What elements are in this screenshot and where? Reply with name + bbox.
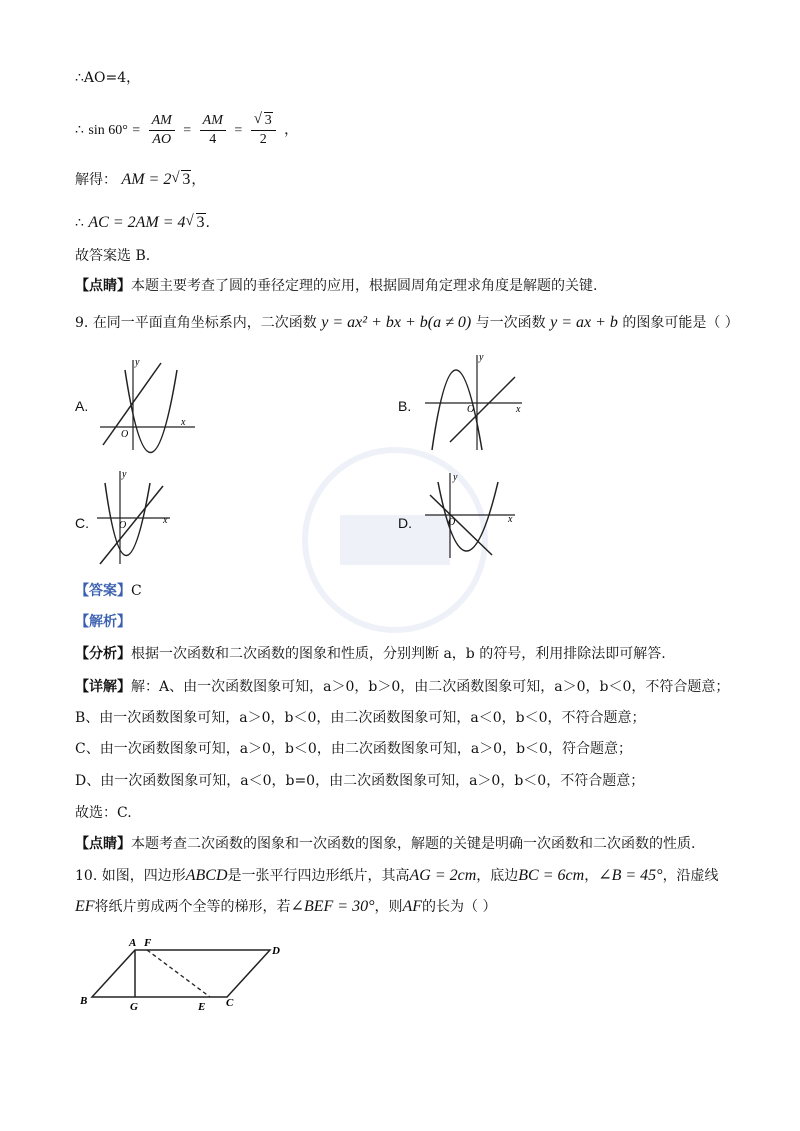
origin-label: O [448, 517, 456, 528]
comment-text: 本题考查二次函数的图象和一次函数的图象，解题的关键是明确一次函数和二次函数的性质. [131, 836, 696, 852]
therefore-symbol: ∴ [75, 215, 84, 231]
comment-tag: 【点睛】 [75, 836, 131, 852]
q9-answer [75, 581, 142, 601]
q9-fenxi [75, 644, 666, 664]
stem-text: ，则 [374, 899, 403, 915]
ao-line: ∴AO=4， [75, 70, 141, 86]
prev-answer: 故答案选 B. [75, 248, 151, 264]
option-d-label: D. [398, 515, 412, 531]
am-result [75, 170, 205, 190]
question-number: 10. [75, 868, 98, 884]
sin-fn: sin 60° [88, 123, 128, 138]
segment-af: AF [402, 898, 423, 915]
q9-detail-1: B、由一次函数图象可知，a＞0，b＜0，由二次函数图象可知，a＜0，b＜0，不符合题意； [75, 710, 646, 726]
stem-text: ， [584, 868, 599, 884]
angle-bef-expr: ∠BEF = 30° [290, 898, 375, 915]
eq-sign: = [234, 123, 243, 138]
quadratic-function: y = ax² + bx + b(a ≠ 0) [321, 314, 472, 331]
x-label: x [516, 404, 521, 415]
frac-den: 2 [259, 131, 267, 147]
parabola [438, 482, 498, 551]
stem-text: 与一次函数 [475, 315, 546, 331]
q9-analysis-tag [75, 612, 131, 632]
detail-text: 解：A、由一次函数图象可知，a＞0，b＞0，由二次函数图象可知，a＞0，b＜0，不符合题意； [131, 679, 730, 695]
stem-text: 是一张平行四边形纸片，其高 [227, 868, 410, 884]
analysis-tag: 【解析】 [75, 614, 131, 630]
fenxi-text: 根据一次函数和二次函数的图象和性质，分别判断 a，b 的符号，利用排除法即可解答. [131, 646, 666, 662]
frac-num: AM [149, 112, 175, 131]
comma: ， [284, 122, 299, 138]
base-expr: BC = 6cm [518, 867, 585, 884]
comment-text: 本题主要考查了圆的垂径定理的应用，根据圆周角定理求角度是解题的关键. [131, 278, 598, 294]
q10-stem-line1 [75, 866, 719, 886]
line [103, 363, 161, 445]
q9-comment [75, 834, 695, 854]
q9-detail-3: D、由一次函数图象可知，a＜0，b=0，由二次函数图象可知，a＞0，b＜0，不符合题意； [75, 773, 645, 789]
sin-equation [75, 110, 298, 151]
x-label: x [181, 417, 186, 428]
quad-name: ABCD [185, 867, 228, 884]
frac-num: AM [200, 112, 226, 131]
linear-function: y = ax + b [550, 314, 618, 331]
parabola [105, 483, 150, 556]
radicand: 3 [196, 214, 205, 231]
option-a-label: A. [75, 398, 89, 414]
line [430, 495, 492, 555]
parallelogram [92, 950, 270, 997]
x-label: x [163, 515, 168, 526]
answer-tag: 【答案】 [75, 583, 131, 599]
label-e: E [198, 1001, 206, 1013]
stem-text: ，沿虚线 [662, 868, 719, 884]
label-d: D [272, 945, 280, 957]
parabola [432, 370, 482, 450]
q9-detail-0 [75, 677, 729, 697]
fraction-sqrt3-2 [251, 112, 276, 149]
period: . [205, 215, 210, 231]
label-b: B [80, 995, 88, 1007]
answer-value: C [131, 583, 142, 599]
q9-detail-4: 故选：C. [75, 805, 132, 821]
fraction-am-ao [149, 112, 175, 149]
segment-ef: EF [75, 898, 95, 915]
y-label: y [479, 352, 484, 363]
parallelogram-figure [72, 932, 292, 1014]
prev-comment [75, 276, 597, 296]
detail-tag: 【详解】 [75, 679, 131, 695]
option-b-graph [420, 350, 530, 455]
stem-text: 在同一平面直角坐标系内，二次函数 [92, 315, 317, 331]
q10-stem-line2 [75, 897, 496, 917]
stem-text: 将纸片剪成两个全等的梯形，若 [94, 899, 291, 915]
solve-label: 解得： [75, 172, 117, 188]
label-c: C [226, 997, 234, 1009]
y-label: y [122, 469, 127, 480]
eq-sign: = [132, 123, 141, 138]
option-c-graph [95, 468, 175, 568]
comment-tag: 【点睛】 [75, 278, 131, 294]
stem-text: 如图，四边形 [101, 868, 186, 884]
fraction-am-4 [200, 112, 226, 149]
label-a: A [129, 937, 137, 949]
stem-text: 的图象可能是（ ） [622, 315, 739, 331]
option-b-label: B. [398, 398, 412, 414]
radicand: 3 [182, 171, 191, 188]
label-g: G [130, 1001, 138, 1013]
radicand: 3 [264, 112, 272, 128]
frac-den: 4 [209, 131, 217, 147]
option-c-label: C. [75, 515, 89, 531]
q9-stem [75, 313, 739, 333]
y-label: y [135, 357, 140, 368]
label-f: F [144, 937, 152, 949]
origin-label: O [119, 520, 127, 531]
option-a-graph [95, 355, 200, 455]
therefore-symbol: ∴ [75, 122, 84, 138]
line [450, 377, 515, 442]
am-expression: AM = 2 [121, 171, 172, 188]
question-number: 9. [75, 315, 89, 331]
ac-result [75, 213, 210, 233]
frac-den: AO [152, 131, 172, 147]
height-expr: AG = 2cm [409, 867, 477, 884]
eq-sign: = [183, 123, 192, 138]
fenxi-tag: 【分析】 [75, 646, 131, 662]
stem-text: ，底边 [476, 868, 519, 884]
ac-expression: AC = 2AM = 4 [88, 214, 186, 231]
y-label: y [453, 472, 458, 483]
option-d-graph [420, 470, 520, 560]
stem-text: 的长为（ ） [422, 899, 497, 915]
dashed-ef [147, 950, 210, 997]
x-label: x [508, 514, 513, 525]
origin-label: O [467, 404, 475, 415]
angle-b-expr: ∠B = 45° [598, 867, 663, 884]
origin-label: O [121, 429, 129, 440]
comma: ， [191, 172, 206, 188]
q9-detail-2: C、由一次函数图象可知，a＞0，b＜0，由二次函数图象可知，a＞0，b＜0，符合题意； [75, 741, 632, 757]
